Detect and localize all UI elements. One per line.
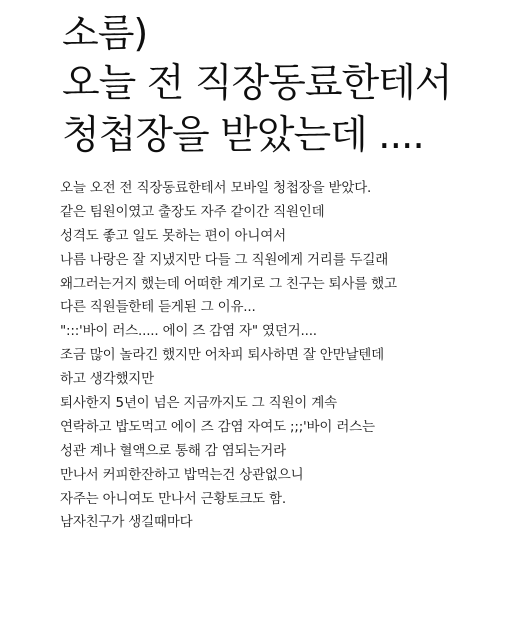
body-line: 같은 팀원이였고 출장도 자주 같이간 직원인데 xyxy=(60,203,325,220)
body-line: 성관 계나 혈액으로 통해 감 염되는거라 xyxy=(60,442,286,459)
headline-line-1: 오늘 전 직장동료한테서 xyxy=(62,61,452,106)
body-line: 오늘 오전 전 직장동료한테서 모바일 청첩장을 받았다. xyxy=(60,180,372,196)
body-line: 연락하고 밥도먹고 에이 즈 감염 자여도 ;;;'바이 러스는 xyxy=(60,418,375,435)
body-line: 다른 직원들한테 듣게된 그 이유... xyxy=(60,299,256,316)
body-text xyxy=(60,177,510,535)
body-line: ":::'바이 러스..... 에이 즈 감염 자" 였던거.... xyxy=(60,323,317,340)
body-line: 만나서 커피한잔하고 밥먹는건 상관없으니 xyxy=(60,466,304,483)
headline xyxy=(62,8,502,162)
body-line: 조금 많이 놀라긴 했지만 어차피 퇴사하면 잘 안만날텐데 xyxy=(60,347,384,364)
body-line: 자주는 아니여도 만나서 근황토크도 함. xyxy=(60,490,286,507)
headline-tag: 소름) xyxy=(62,11,148,55)
body-line: 하고 생각했지만 xyxy=(60,371,154,388)
body-line: 나름 나랑은 잘 지냈지만 다들 그 직원에게 거리를 두길래 xyxy=(60,251,389,268)
body-line: 남자친구가 생길때마다 xyxy=(60,514,193,531)
body-line: 퇴사한지 5년이 넘은 지금까지도 그 직원이 계속 xyxy=(60,395,337,412)
body-line: 성격도 좋고 일도 못하는 편이 아니여서 xyxy=(60,227,286,244)
body-line: 왜그러는거지 했는데 어떠한 계기로 그 친구는 퇴사를 했고 xyxy=(60,275,397,292)
headline-line-2: 청첩장을 받았는데 .... xyxy=(62,113,424,158)
